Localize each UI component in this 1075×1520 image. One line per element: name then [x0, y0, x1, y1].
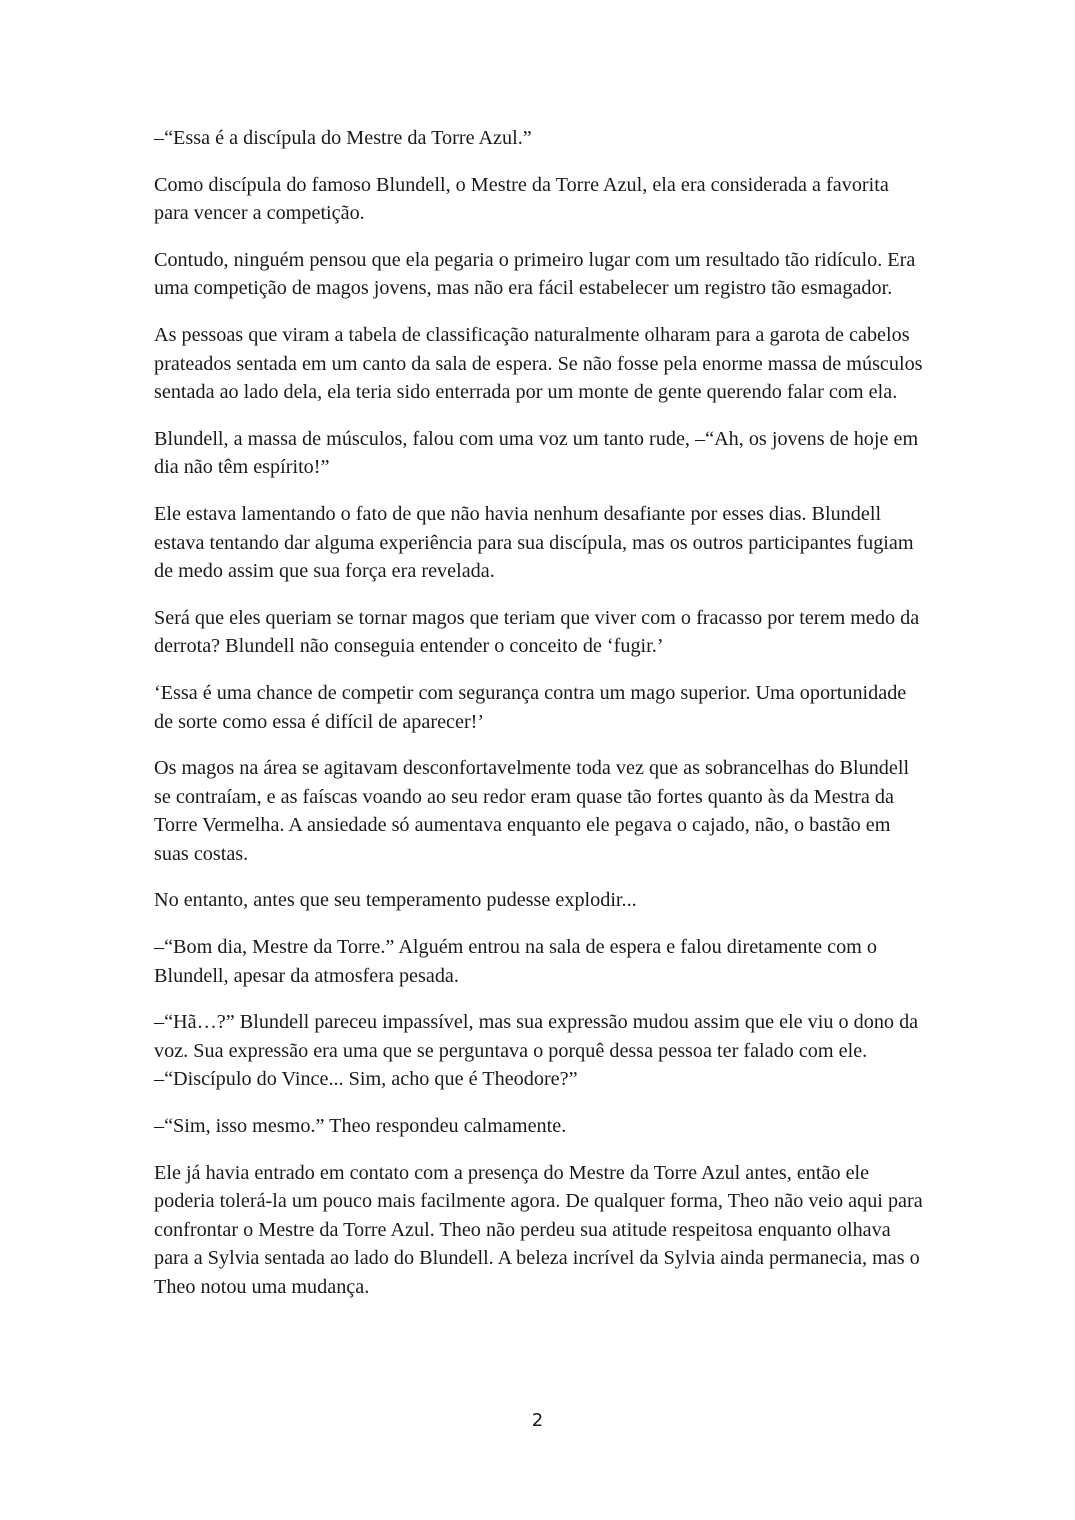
paragraph-3: Contudo, ninguém pensou que ela pegaria o primeiro lugar com um resultado tão ridículo. Era uma competição de magos jovens, mas não era fácil estabelecer um registro tão esmagador. [154, 248, 916, 300]
paragraph-7: Será que eles queriam se tornar magos que teriam que viver com o fracasso por terem medo da derrota? Blundell não conseguia entender o conceito de ‘fugir.’ [154, 606, 920, 658]
paragraph-10: No entanto, antes que seu temperamento pudesse explodir... [154, 889, 637, 912]
paragraph-11: –“Bom dia, Mestre da Torre.” Alguém entrou na sala de espera e falou diretamente com o Blundell, apesar da atmosfera pesada. [154, 936, 878, 987]
paragraph-4: As pessoas que viram a tabela de classificação naturalmente olharam para a garota de cabelos prateados sentada em um canto da sala de espera. Se não fosse pela enorme massa de músculos sentada ao lado dela, ela teria sido enterrada por um monte de gente querendo falar com ela. [154, 323, 923, 404]
page-number: 2 [531, 1410, 544, 1431]
paragraph-14: Ele já havia entrado em contato com a presença do Mestre da Torre Azul antes, então ele poderia tolerá-la um pouco mais facilmente agora. De qualquer forma, Theo não veio aqui para confrontar o Mestre da Torre Azul. Theo não perdeu sua atitude respeitosa enquanto olhava para a Sylvia sentada ao lado do Blundell. A beleza incrível da Sylvia ainda permanecia, mas o Theo notou uma mudança. [154, 1161, 923, 1298]
paragraph-2: Como discípula do famoso Blundell, o Mestre da Torre Azul, ela era considerada a favorita para vencer a competição. [154, 173, 889, 225]
body-text [154, 124, 924, 1320]
paragraph-6: Ele estava lamentando o fato de que não havia nenhum desafiante por esses dias. Blundell estava tentando dar alguma experiência para sua discípula, mas os outros participantes fugiam de medo assim que sua força era revelada. [154, 502, 914, 583]
paragraph-5: Blundell, a massa de músculos, falou com uma voz um tanto rude, –“Ah, os jovens de hoje em dia não têm espírito!” [154, 427, 919, 479]
paragraph-8: ‘Essa é uma chance de competir com segurança contra um mago superior. Uma oportunidade de sorte como essa é difícil de aparecer!’ [154, 681, 907, 733]
paragraph-12: –“Hã…?” Blundell pareceu impassível, mas sua expressão mudou assim que ele viu o dono da voz. Sua expressão era uma que se perguntava o porquê dessa pessoa ter falado com ele. –“Discípulo do Vince... Sim, acho que é Theodore?” [154, 1011, 919, 1091]
paragraph-1: –“Essa é a discípula do Mestre da Torre Azul.” [154, 127, 532, 149]
paragraph-13: –“Sim, isso mesmo.” Theo respondeu calmamente. [154, 1115, 567, 1138]
paragraph-9: Os magos na área se agitavam desconfortavelmente toda vez que as sobrancelhas do Blundell se contraíam, e as faíscas voando ao seu redor eram quase tão fortes quanto às da Mestra da Torre Vermelha. A ansiedade só aumentava enquanto ele pegava o cajado, não, o bastão em suas costas. [154, 757, 910, 865]
